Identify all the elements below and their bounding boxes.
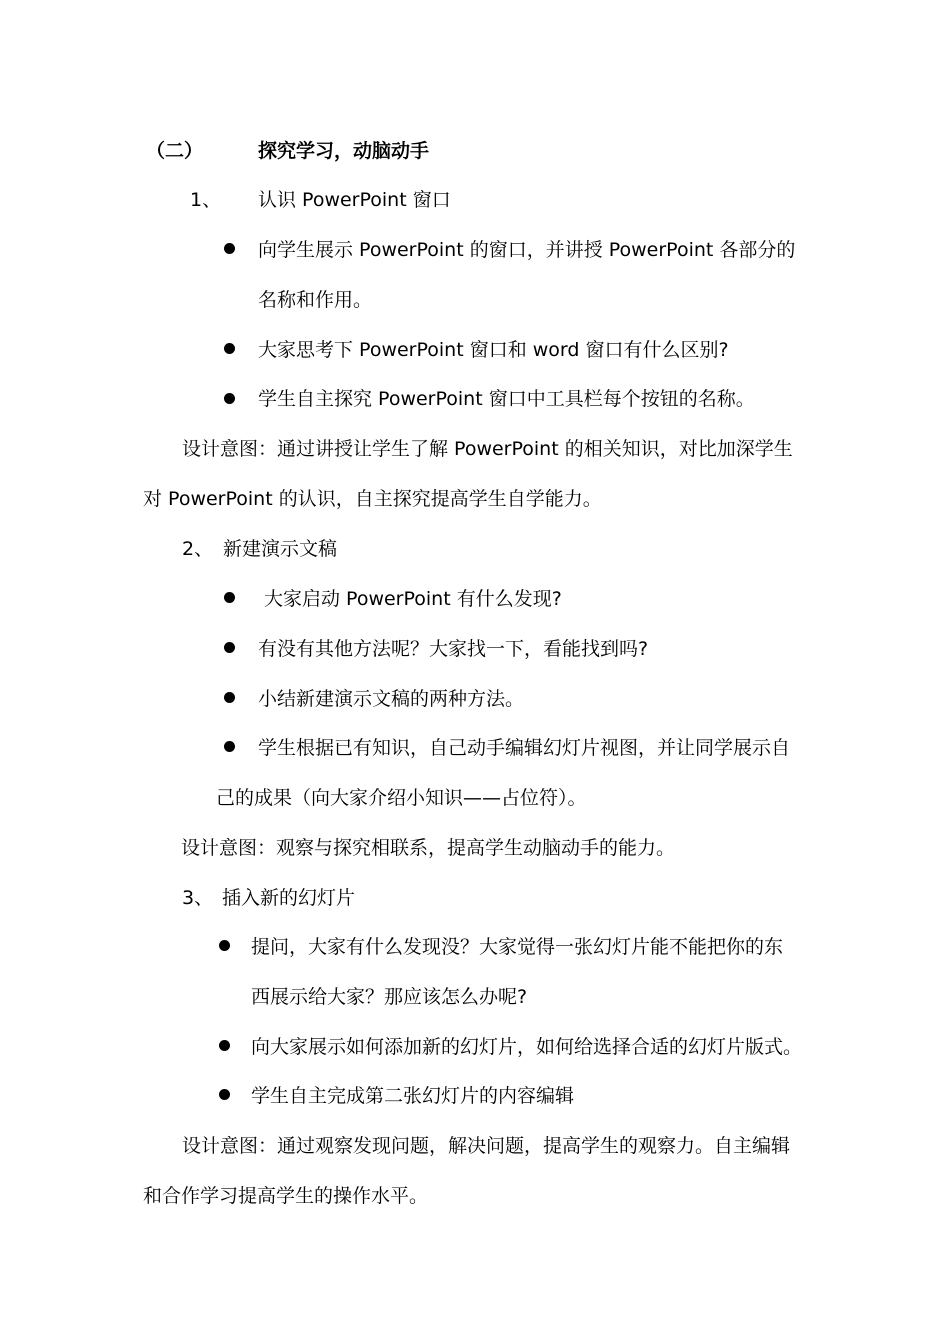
item-2-bullet-2: 有没有其他方法呢？大家找一下，看能找到吗? bbox=[258, 638, 649, 660]
item-3-bullet-1: 提问，大家有什么发现没？大家觉得一张幻灯片能不能把你的东 bbox=[251, 936, 784, 958]
item-2-intent: 设计意图：观察与探究相联系，提高学生动脑动手的能力。 bbox=[181, 837, 676, 859]
item-2-bullet-3: 小结新建演示文稿的两种方法。 bbox=[258, 688, 525, 710]
item-3-bullet-1-continued: 西展示给大家？那应该怎么办呢? bbox=[251, 986, 528, 1008]
item-2-title: 新建演示文稿 bbox=[223, 538, 338, 560]
section-number: （二） bbox=[146, 140, 204, 162]
item-3-intent-line-1: 设计意图：通过观察发现问题，解决问题，提高学生的观察力。自主编辑 bbox=[182, 1135, 791, 1157]
item-3-intent-line-2: 和合作学习提高学生的操作水平。 bbox=[143, 1185, 429, 1207]
item-1-bullet-3: 学生自主探究 PowerPoint 窗口中工具栏每个按钮的名称。 bbox=[258, 388, 755, 410]
item-1-bullet-1-continued: 名称和作用。 bbox=[258, 289, 373, 311]
bullet-icon bbox=[224, 692, 235, 703]
bullet-icon bbox=[224, 642, 235, 653]
item-1-number: 1、 bbox=[190, 189, 222, 211]
item-3-bullet-3: 学生自主完成第二张幻灯片的内容编辑 bbox=[251, 1085, 575, 1107]
item-1-bullet-1: 向学生展示 PowerPoint 的窗口，并讲授 PowerPoint 各部分的 bbox=[258, 239, 796, 261]
item-2-number: 2、 bbox=[182, 538, 214, 560]
bullet-icon bbox=[224, 393, 235, 404]
bullet-icon bbox=[219, 1040, 230, 1051]
item-3-number: 3、 bbox=[182, 887, 214, 909]
bullet-icon bbox=[219, 1089, 230, 1100]
item-3-bullet-2: 向大家展示如何添加新的幻灯片，如何给选择合适的幻灯片版式。 bbox=[251, 1036, 803, 1058]
bullet-icon bbox=[224, 592, 235, 603]
item-3-title: 插入新的幻灯片 bbox=[222, 887, 356, 909]
item-2-bullet-4: 学生根据已有知识，自己动手编辑幻灯片视图，并让同学展示自 bbox=[258, 737, 791, 759]
bullet-icon bbox=[224, 343, 235, 354]
item-2-bullet-4-continued: 己的成果（向大家介绍小知识——占位符）。 bbox=[216, 787, 587, 809]
item-1-bullet-2: 大家思考下 PowerPoint 窗口和 word 窗口有什么区别? bbox=[258, 339, 729, 361]
bullet-icon bbox=[224, 243, 235, 254]
bullet-icon bbox=[224, 741, 235, 752]
item-1-intent-line-1: 设计意图：通过讲授让学生了解 PowerPoint 的相关知识，对比加深学生 bbox=[182, 438, 793, 460]
item-2-bullet-1: 大家启动 PowerPoint 有什么发现? bbox=[264, 588, 562, 610]
item-1-intent-line-2: 对 PowerPoint 的认识，自主探究提高学生自学能力。 bbox=[143, 488, 602, 510]
section-title: 探究学习，动脑动手 bbox=[258, 140, 430, 162]
bullet-icon bbox=[219, 940, 230, 951]
item-1-title: 认识 PowerPoint 窗口 bbox=[258, 189, 451, 211]
